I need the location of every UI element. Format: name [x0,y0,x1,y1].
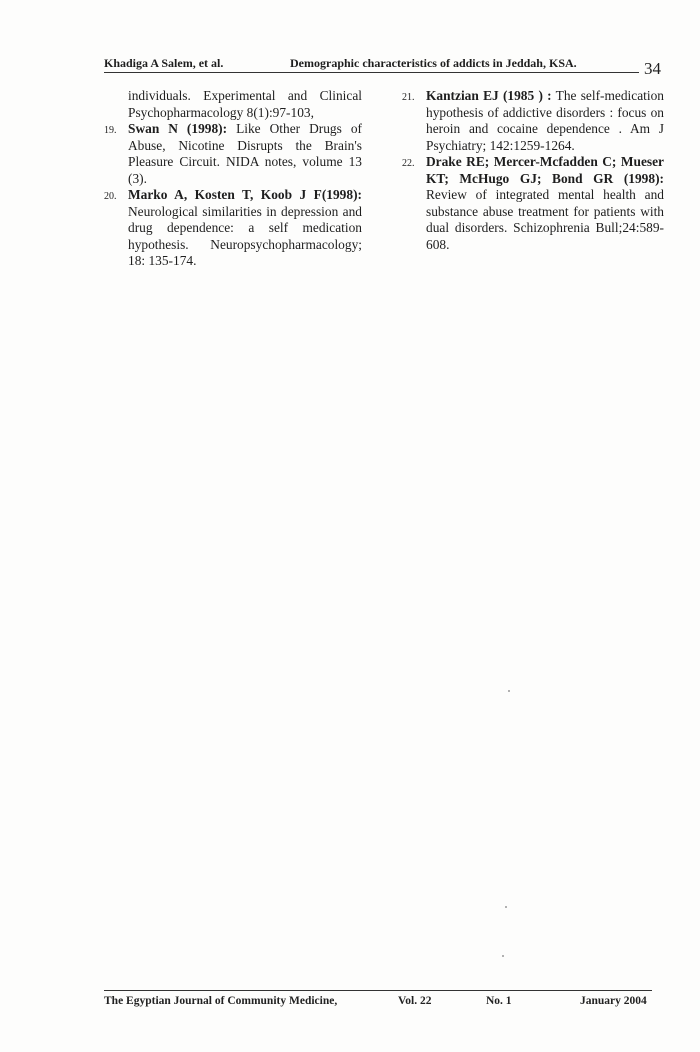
reference-authors: Kantzian EJ (1985 ) : [426,88,552,103]
header-author: Khadiga A Salem, et al. [104,56,224,70]
reference-item-19 [104,121,362,187]
reference-text: The self-medication hypothesis of addictive disorders : focus on heroin and cocaine dependence . Am J Psychiatry; 142:1259-1264. [426,88,664,153]
header-rule [104,72,639,73]
reference-number: 21. [402,92,415,103]
reference-text: Like Other Drugs of Abuse, Nicotine Disrupts the Brain's Pleasure Circuit. NIDA notes, volume 13 (3). [128,121,362,186]
running-header [104,56,682,80]
reference-item-20 [104,187,362,270]
footer-volume: Vol. 22 [398,995,432,1007]
scan-speck [505,906,507,908]
reference-authors: Drake RE; Mercer-Mcfadden C; Mueser KT; McHugo GJ; Bond GR (1998): [426,154,664,186]
reference-item-21 [402,88,664,154]
scan-speck [508,690,510,692]
reference-item-22 [402,154,664,253]
page-number: 34 [644,59,661,78]
reference-authors: Swan N (1998): [128,121,228,136]
reference-number: 20. [104,191,117,202]
reference-number: 22. [402,158,415,169]
footer-date: January 2004 [580,995,647,1007]
reference-continuation: individuals. Experimental and Clinical Psychopharmacology 8(1):97-103, [128,88,362,120]
header-title: Demographic characteristics of addicts in Jeddah, KSA. [290,56,577,70]
reference-text: Neurological similarities in depression and drug dependence: a self medication hypothesis. Neuropsychopharmacology; 18: 135-174. [128,203,362,268]
reference-authors: Marko A, Kosten T, Koob J F(1998): [128,187,362,202]
reference-number: 19. [104,125,117,136]
footer-rule [104,990,652,991]
scan-speck [502,955,504,957]
footer-number: No. 1 [486,995,512,1007]
reference-column-left [104,88,362,270]
reference-column-right [402,88,664,253]
footer-journal: The Egyptian Journal of Community Medicine, [104,995,338,1007]
reference-text: Review of integrated mental health and substance abuse treatment for patients with dual disorders. Schizophrenia Bull;24:589-608. [426,187,664,252]
